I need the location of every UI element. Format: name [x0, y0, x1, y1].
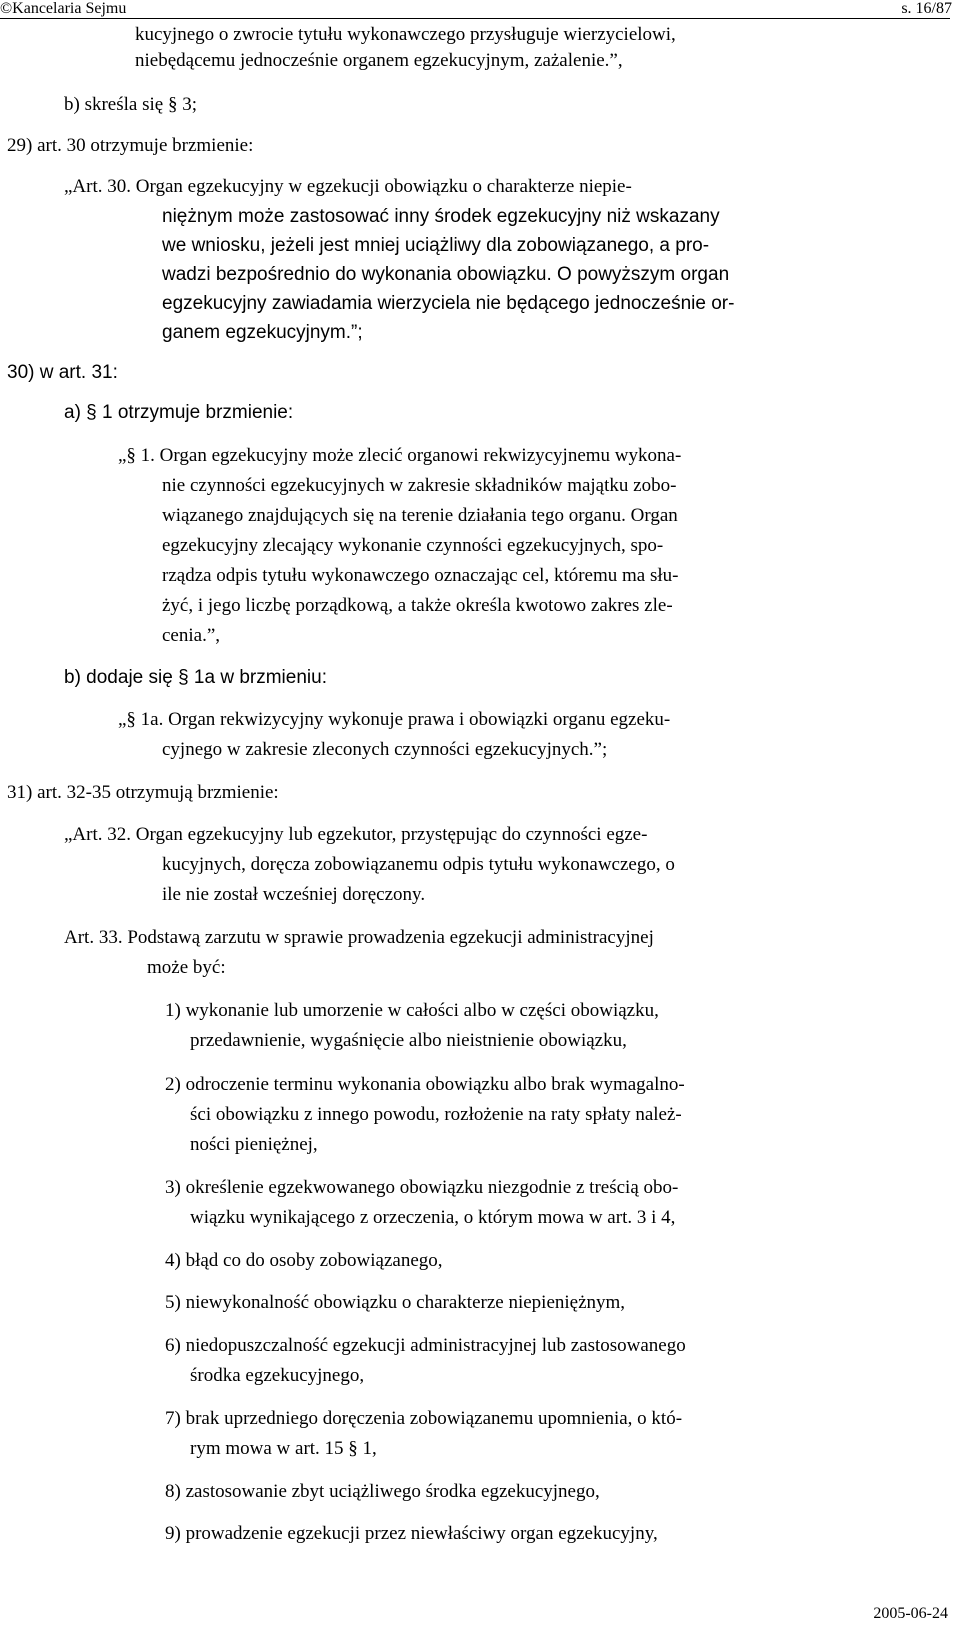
amendment-item: 29) art. 30 otrzymuje brzmienie:	[7, 135, 254, 156]
text-line: egzekucyjny zawiadamia wierzyciela nie będącego jednocześnie or-	[162, 293, 735, 314]
text-line: wiązanego znajdujących się na terenie działania tego organu. Organ	[162, 505, 678, 526]
list-item: przedawnienie, wygaśnięcie albo nieistnienie obowiązku,	[190, 1030, 627, 1051]
list-item: środka egzekucyjnego,	[190, 1365, 365, 1386]
text-line: może być:	[147, 957, 226, 978]
text-line: rządza odpis tytułu wykonawczego oznaczając cel, któremu ma słu-	[162, 565, 679, 586]
list-item: 6) niedopuszczalność egzekucji administracyjnej lub zastosowanego	[165, 1335, 686, 1356]
text-line: nie czynności egzekucyjnych w zakresie składników majątku zobo-	[162, 475, 677, 496]
header-left: ©Kancelaria Sejmu	[0, 0, 127, 17]
list-item: 2) odroczenie terminu wykonania obowiązku albo brak wymagalno-	[165, 1074, 685, 1095]
list-item: 5) niewykonalność obowiązku o charakterze niepieniężnym,	[165, 1292, 626, 1313]
text-line: ile nie został wcześniej doręczony.	[162, 884, 426, 905]
amendment-item: 30) w art. 31:	[7, 362, 118, 383]
list-item: 3) określenie egzekwowanego obowiązku niezgodnie z treścią obo-	[165, 1177, 679, 1198]
amendment-item: b) skreśla się § 3;	[64, 94, 197, 115]
list-item: 1) wykonanie lub umorzenie w całości albo w części obowiązku,	[165, 1000, 659, 1021]
text-line: cenia.”,	[162, 625, 221, 646]
text-line: „Art. 30. Organ egzekucyjny w egzekucji obowiązku o charakterze niepie-	[64, 176, 632, 197]
text-line: żyć, i jego liczbę porządkową, a także określa kwotowo zakres zle-	[162, 595, 673, 616]
text-line: „§ 1a. Organ rekwizycyjny wykonuje prawa i obowiązki organu egzeku-	[118, 709, 671, 730]
amendment-item: 31) art. 32-35 otrzymują brzmienie:	[7, 782, 279, 803]
text-line: „Art. 32. Organ egzekucyjny lub egzekutor, przystępując do czynności egze-	[64, 824, 648, 845]
text-line: niebędącemu jednocześnie organem egzekucyjnym, zażalenie.”,	[135, 50, 623, 71]
text-line: we wniosku, jeżeli jest mniej uciążliwy dla zobowiązanego, a pro-	[162, 235, 710, 256]
list-item: wiązku wynikającego z orzeczenia, o którym mowa w art. 3 i 4,	[190, 1207, 676, 1228]
text-line: Art. 33. Podstawą zarzutu w sprawie prowadzenia egzekucji administracyjnej	[64, 927, 654, 948]
text-line: cyjnego w zakresie zleconych czynności egzekucyjnych.”;	[162, 739, 608, 760]
text-line: kucyjnych, doręcza zobowiązanemu odpis tytułu wykonawczego, o	[162, 854, 675, 875]
text-line: niężnym może zastosować inny środek egzekucyjny niż wskazany	[162, 206, 720, 227]
text-line: egzekucyjny zlecający wykonanie czynności egzekucyjnych, spo-	[162, 535, 664, 556]
list-item: 4) błąd co do osoby zobowiązanego,	[165, 1250, 443, 1271]
text-line: kucyjnego o zwrocie tytułu wykonawczego przysługuje wierzycielowi,	[135, 24, 676, 45]
text-line: „§ 1. Organ egzekucyjny może zlecić organowi rekwizycyjnemu wykona-	[118, 445, 682, 466]
document-date: 2005-06-24	[873, 1605, 948, 1622]
list-item: 8) zastosowanie zbyt uciążliwego środka egzekucyjnego,	[165, 1481, 600, 1502]
amendment-item: b) dodaje się § 1a w brzmieniu:	[64, 667, 327, 688]
list-item: ności pieniężnej,	[190, 1134, 318, 1155]
list-item: ści obowiązku z innego powodu, rozłożenie na raty spłaty należ-	[190, 1104, 682, 1125]
text-line: ganem egzekucyjnym.”;	[162, 322, 363, 343]
list-item: rym mowa w art. 15 § 1,	[190, 1438, 377, 1459]
text-line: wadzi bezpośrednio do wykonania obowiązku. O powyższym organ	[162, 264, 730, 285]
list-item: 7) brak uprzedniego doręczenia zobowiązanemu upomnienia, o któ-	[165, 1408, 683, 1429]
amendment-item: a) § 1 otrzymuje brzmienie:	[64, 402, 294, 423]
list-item: 9) prowadzenie egzekucji przez niewłaściwy organ egzekucyjny,	[165, 1523, 658, 1544]
header-rule	[0, 18, 950, 19]
page-number: s. 16/87	[901, 0, 952, 17]
